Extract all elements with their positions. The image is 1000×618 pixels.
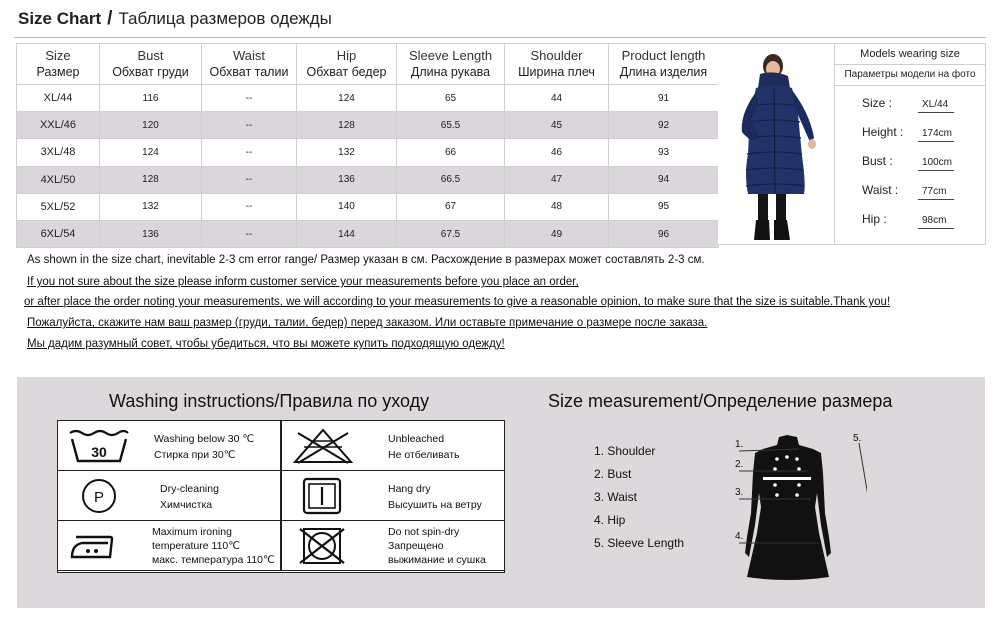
measurement-title: Size measurement/Определение размера (548, 391, 893, 411)
care-text-spindry: Do not spin-dry Запрещено выжимание и сушка (388, 526, 486, 566)
cell-sleeve: 67.5 (397, 220, 505, 247)
cell-bust: 136 (100, 220, 202, 247)
cell-hip: 132 (297, 139, 397, 166)
care-text-wash: Washing below 30 ℃ Стирка при 30℃ (154, 433, 255, 461)
cell-shoulder: 45 (505, 112, 609, 139)
col-header-bust: Bust Обхват груди (100, 44, 202, 85)
note-ru-sizes: Пожалуйста, скажите нам ваш размер (груди, талии, бедер) перед заказом. Или оставьте примечание о размере после заказа. (27, 317, 708, 329)
col-header-hip: Hip Обхват бедер (297, 44, 397, 85)
note-order-measurements: or after place the order noting your measurements, we will according to your measurements to give a reasonable opinion, to make sure that the size is suitable.Thank you! (24, 296, 891, 308)
title-en: Size Chart (18, 9, 102, 28)
care-text-hangdry: Hang dry Высушить на ветру (388, 483, 482, 511)
model-param-hip: Hip : 98cm (862, 212, 954, 229)
cell-sleeve: 65 (397, 85, 505, 112)
cell-shoulder: 47 (505, 166, 609, 193)
cell-hip: 144 (297, 220, 397, 247)
care-item-spindry (281, 520, 505, 571)
cell-size: 4XL/50 (17, 166, 100, 193)
cell-bust: 124 (100, 139, 202, 166)
cell-sleeve: 67 (397, 193, 505, 220)
care-item-iron (57, 520, 281, 571)
cell-waist: -- (202, 193, 297, 220)
cell-shoulder: 48 (505, 193, 609, 220)
col-header-shoulder: Shoulder Ширина плеч (505, 44, 609, 85)
cell-size: XXL/46 (17, 112, 100, 139)
cell-sleeve: 66 (397, 139, 505, 166)
cell-length: 92 (609, 112, 719, 139)
hang-dry-icon (290, 477, 356, 515)
svg-text:30: 30 (91, 444, 107, 460)
measure-item-hip: 4. Hip (594, 513, 626, 527)
cell-bust: 128 (100, 166, 202, 193)
size-table (16, 43, 719, 248)
table-row (17, 220, 719, 247)
cell-sleeve: 66.5 (397, 166, 505, 193)
cell-length: 96 (609, 220, 719, 247)
model-param-waist: Waist : 77cm (862, 183, 954, 200)
model-header-en: Models wearing size (835, 44, 985, 65)
measure-item-bust: 2. Bust (594, 467, 632, 481)
cell-waist: -- (202, 166, 297, 193)
table-row (17, 166, 719, 193)
title-ru: Таблица размеров одежды (118, 9, 332, 28)
washing-title: Washing instructions/Правила по уходу (109, 391, 430, 411)
svg-text:5.: 5. (853, 433, 862, 444)
cell-hip: 140 (297, 193, 397, 220)
note-ru-advice: Мы дадим разумный совет, чтобы убедиться, что вы можете купить подходящую одежду! (27, 338, 505, 350)
svg-text:4.: 4. (735, 531, 744, 542)
cell-hip: 136 (297, 166, 397, 193)
model-params-box (834, 43, 986, 245)
wash-30-icon (66, 427, 132, 465)
cell-length: 93 (609, 139, 719, 166)
cell-shoulder: 49 (505, 220, 609, 247)
cell-size: XL/44 (17, 85, 100, 112)
col-header-size: Size Размер (17, 44, 100, 85)
care-and-measurement-panel (17, 377, 985, 608)
cell-length: 91 (609, 85, 719, 112)
measure-item-shoulder: 1. Shoulder (594, 444, 656, 458)
model-header-ru: Параметры модели на фото (835, 65, 985, 86)
care-text-bleach: Unbleached Не отбеливать (388, 433, 460, 461)
cell-size: 3XL/48 (17, 139, 100, 166)
page-title (18, 8, 332, 36)
table-row (17, 139, 719, 166)
washing-grid (57, 420, 505, 573)
care-item-bleach (281, 420, 505, 471)
col-header-waist: Waist Обхват талии (202, 44, 297, 85)
model-param-size: Size : XL/44 (862, 96, 954, 113)
cell-hip: 124 (297, 85, 397, 112)
cell-size: 6XL/54 (17, 220, 100, 247)
model-param-height: Height : 174cm (862, 125, 954, 142)
note-error-range: As shown in the size chart, inevitable 2-3 cm error range/ Размер указан в см. Расхождение в размерах может составлять 2-3 см. (27, 254, 705, 266)
cell-hip: 128 (297, 112, 397, 139)
coat-diagram (707, 433, 867, 583)
note-contact-service: If you not sure about the size please inform customer service your measurements before you place an order, (27, 276, 579, 288)
measure-item-waist: 3. Waist (594, 490, 637, 504)
measure-item-sleeve: 5. Sleeve Length (594, 536, 685, 550)
cell-waist: -- (202, 85, 297, 112)
cell-waist: -- (202, 220, 297, 247)
cell-size: 5XL/52 (17, 193, 100, 220)
care-text-dryclean: Dry-cleaning Химчистка (160, 483, 219, 511)
do-not-bleach-icon (290, 427, 356, 465)
table-header-row (17, 44, 719, 85)
cell-waist: -- (202, 139, 297, 166)
care-item-hangdry (281, 470, 505, 521)
cell-length: 95 (609, 193, 719, 220)
svg-text:1.: 1. (735, 439, 744, 450)
col-header-sleeve: Sleeve Length Длина рукава (397, 44, 505, 85)
svg-text:3.: 3. (735, 487, 744, 498)
care-item-dryclean (57, 470, 281, 521)
no-tumble-dry-icon (290, 527, 356, 565)
cell-shoulder: 44 (505, 85, 609, 112)
care-text-iron: Maximum ironing temperature 110℃ макс. температура 110℃ (152, 526, 275, 566)
cell-bust: 116 (100, 85, 202, 112)
cell-waist: -- (202, 112, 297, 139)
cell-sleeve: 65.5 (397, 112, 505, 139)
cell-shoulder: 46 (505, 139, 609, 166)
cell-bust: 120 (100, 112, 202, 139)
table-row (17, 193, 719, 220)
col-header-length: Product length Длина изделия (609, 44, 719, 85)
model-param-bust: Bust : 100cm (862, 154, 954, 171)
dry-clean-icon (66, 477, 132, 515)
svg-text:P: P (93, 489, 105, 506)
svg-text:2.: 2. (735, 459, 744, 470)
title-slash: / (107, 8, 113, 29)
model-photo (718, 43, 834, 245)
table-row (17, 112, 719, 139)
care-item-wash (57, 420, 281, 471)
table-row (17, 85, 719, 112)
cell-length: 94 (609, 166, 719, 193)
cell-bust: 132 (100, 193, 202, 220)
iron-icon (66, 527, 132, 565)
title-divider (14, 37, 986, 38)
